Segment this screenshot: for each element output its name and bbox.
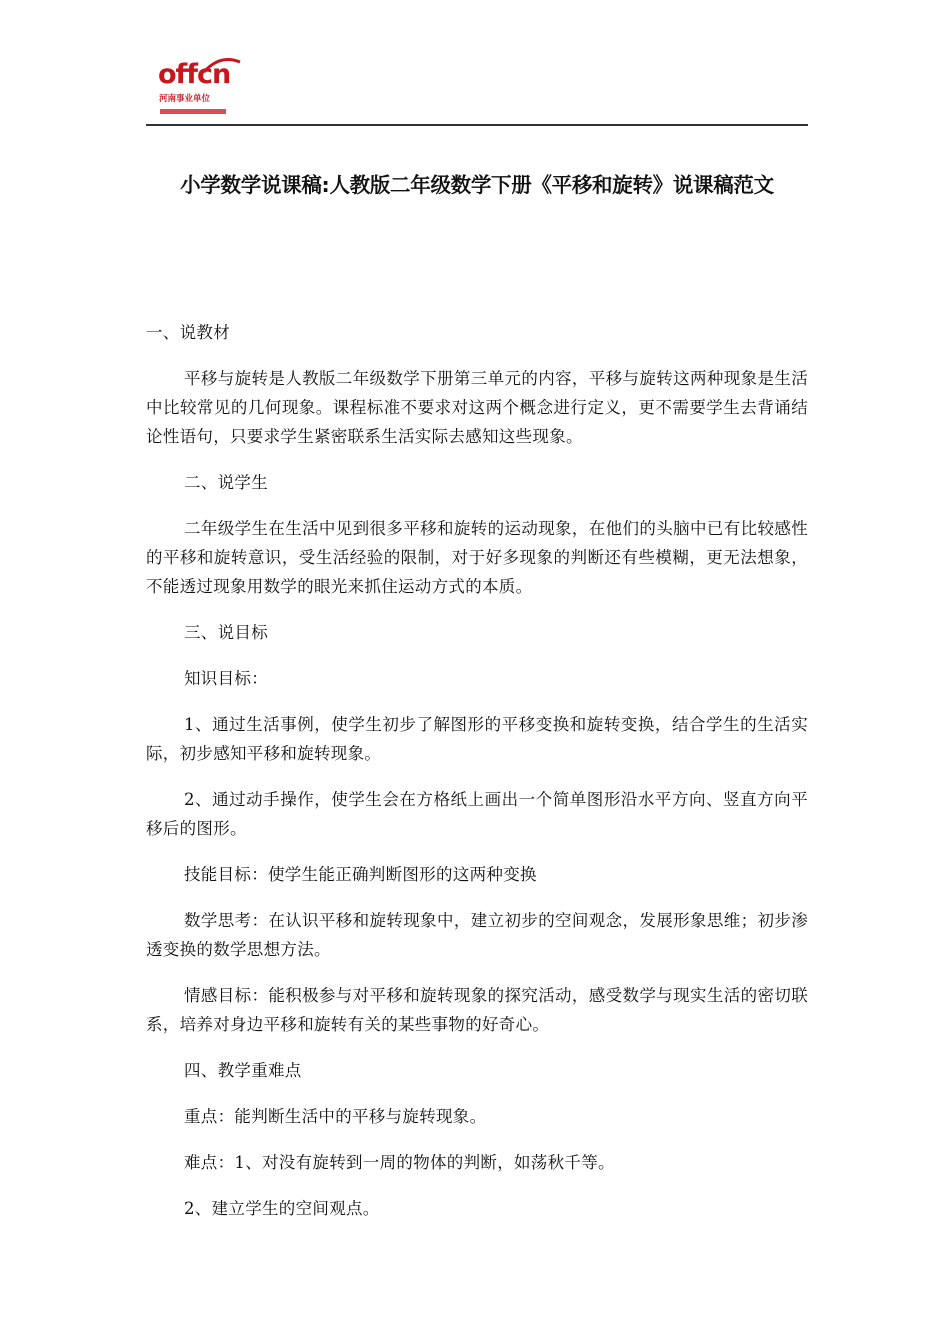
section-heading-key-points: 四、教学重难点	[184, 1061, 302, 1080]
logo-tagline-bar	[160, 109, 226, 114]
section-heading-students: 二、说学生	[184, 473, 268, 492]
page-header	[146, 58, 808, 126]
paragraph-students: 二年级学生在生活中见到很多平移和旋转的运动现象，在他们的头脑中已有比较感性的平移和旋转意识，受生活经验的限制，对于好多现象的判断还有些模糊，更无法想象，不能透过现象用数学的眼光来抓住运动方式的本质。	[146, 519, 808, 596]
emotional-goal: 情感目标：能积极参与对平移和旋转现象的探究活动，感受数学与现实生活的密切联系，培养对身边平移和旋转有关的某些事物的好奇心。	[146, 986, 808, 1034]
header-divider	[146, 124, 808, 126]
difficulty-1: 难点：1、对没有旋转到一周的物体的判断，如荡秋千等。	[184, 1153, 615, 1172]
logo-subtitle: 河南事业单位	[159, 94, 211, 104]
document-body	[146, 318, 808, 1240]
section-heading-goals: 三、说目标	[184, 623, 268, 642]
knowledge-goal-1: 1、通过生活事例，使学生初步了解图形的平移变换和旋转变换，结合学生的生活实际，初步感知平移和旋转现象。	[146, 715, 808, 763]
section-heading-textbook: 一、说教材	[146, 323, 230, 342]
logo-wordmark: offcn	[158, 59, 231, 90]
math-thinking-goal: 数学思考：在认识平移和旋转现象中，建立初步的空间观念，发展形象思维；初步渗透变换的数学思想方法。	[146, 911, 808, 959]
skill-goal: 技能目标：使学生能正确判断图形的这两种变换	[184, 865, 537, 884]
offcn-logo	[158, 60, 248, 122]
knowledge-goal-2: 2、通过动手操作，使学生会在方格纸上画出一个简单图形沿水平方向、竖直方向平移后的图形。	[146, 790, 808, 838]
key-point: 重点：能判断生活中的平移与旋转现象。	[184, 1107, 487, 1126]
paragraph-textbook: 平移与旋转是人教版二年级数学下册第三单元的内容，平移与旋转这两种现象是生活中比较常见的几何现象。课程标准不要求对这两个概念进行定义，更不需要学生去背诵结论性语句，只要求学生紧密联系生活实际去感知这些现象。	[146, 369, 808, 446]
document-title: 小学数学说课稿:人教版二年级数学下册《平移和旋转》说课稿范文	[180, 173, 774, 197]
difficulty-2: 2、建立学生的空间观点。	[184, 1199, 380, 1218]
knowledge-goals-label: 知识目标：	[184, 669, 268, 688]
